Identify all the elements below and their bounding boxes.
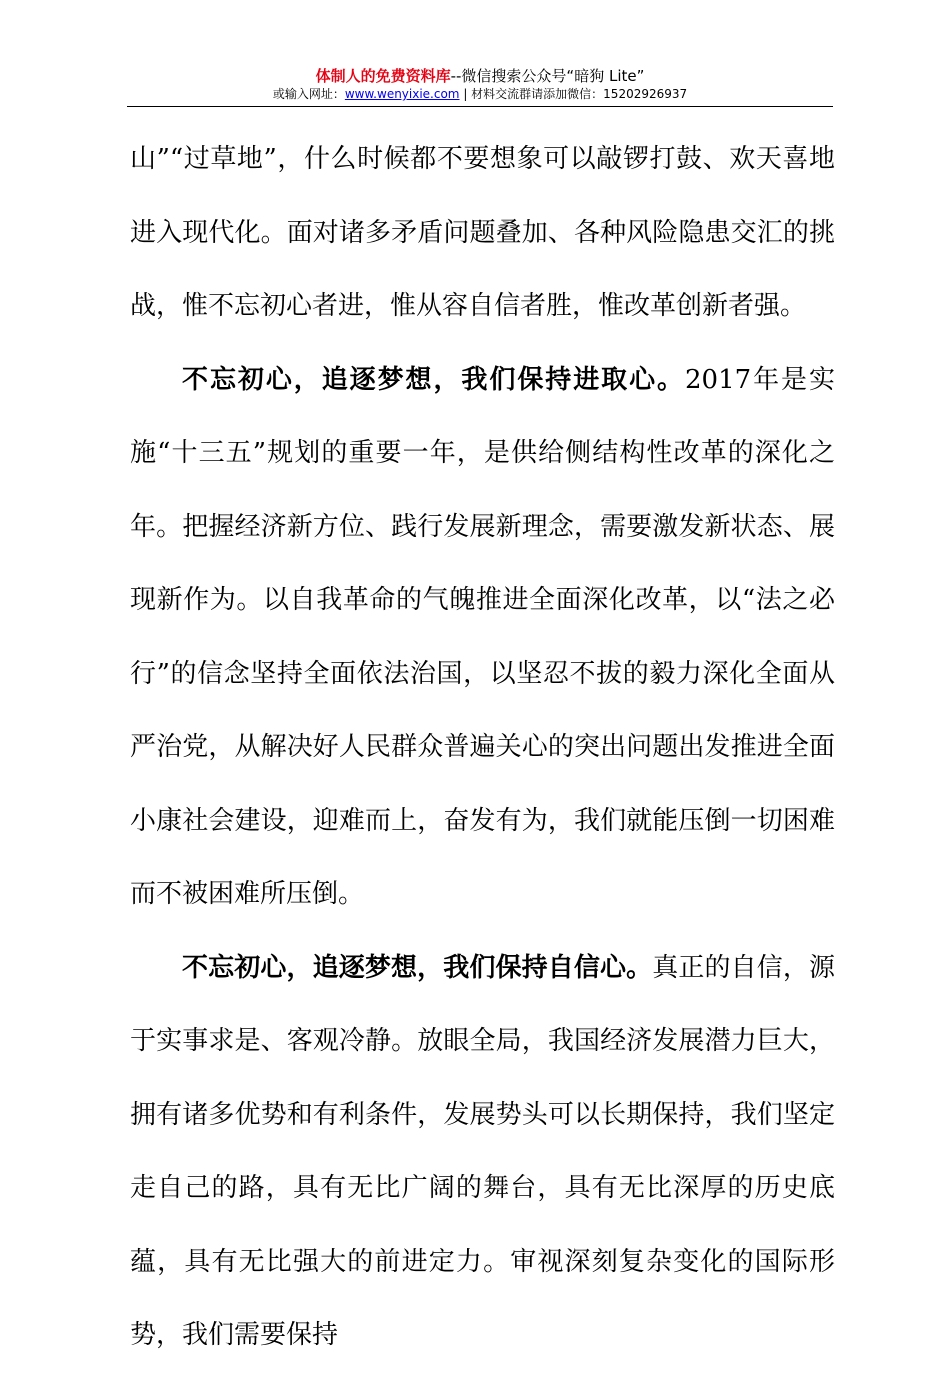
paragraph-3 (130, 932, 835, 1373)
document-body (130, 123, 835, 1373)
paragraph-3-lead: 不忘初心，追逐梦想，我们保持自信心。 (182, 952, 653, 983)
paragraph-2-lead: 不忘初心，追逐梦想，我们保持进取心。 (182, 364, 685, 395)
header-divider (127, 106, 833, 107)
header-website-link[interactable]: www.wenyixie.com (344, 87, 460, 101)
paragraph-3-text: 真正的自信，源于实事求是、客观冷静。放眼全局，我国经济发展潜力巨大，拥有诸多优势和有利条件，发展势头可以长期保持，我们坚定走自己的路，具有无比广阔的舞台，具有无比深厚的历史底蕴，具有无比强大的前进定力。审视深刻复杂变化的国际形势，我们需要保持 (130, 952, 835, 1350)
header-contact: | 材料交流群请添加微信：15202926937 (459, 87, 688, 101)
paragraph-1 (130, 123, 835, 344)
header-url-prefix: 或输入网址： (272, 87, 345, 101)
header-brand: 体制人的免费资料库 (315, 67, 451, 85)
header-tagline: --微信搜索公众号“暗狗 Lite” (450, 67, 645, 85)
paragraph-2-text: 2017年是实施“十三五”规划的重要一年，是供给侧结构性改革的深化之年。把握经济新方位、践行发展新理念，需要激发新状态、展现新作为。以自我革命的气魄推进全面深化改革，以“法之必行”的信念坚持全面依法治国，以坚忍不拔的毅力深化全面从严治党，从解决好人民群众普遍关心的突出问题出发推进全面小康社会建设，迎难而上，奋发有为，我们就能压倒一切困难而不被困难所压倒。 (130, 364, 835, 909)
page-header (127, 66, 833, 102)
header-contact-line (127, 86, 833, 102)
paragraph-1-text: 山”“过草地”，什么时候都不要想象可以敲锣打鼓、欢天喜地进入现代化。面对诸多矛盾问题叠加、各种风险隐患交汇的挑战，惟不忘初心者进，惟从容自信者胜，惟改革创新者强。 (130, 144, 835, 321)
header-title-line (127, 66, 833, 86)
paragraph-2 (130, 344, 835, 932)
